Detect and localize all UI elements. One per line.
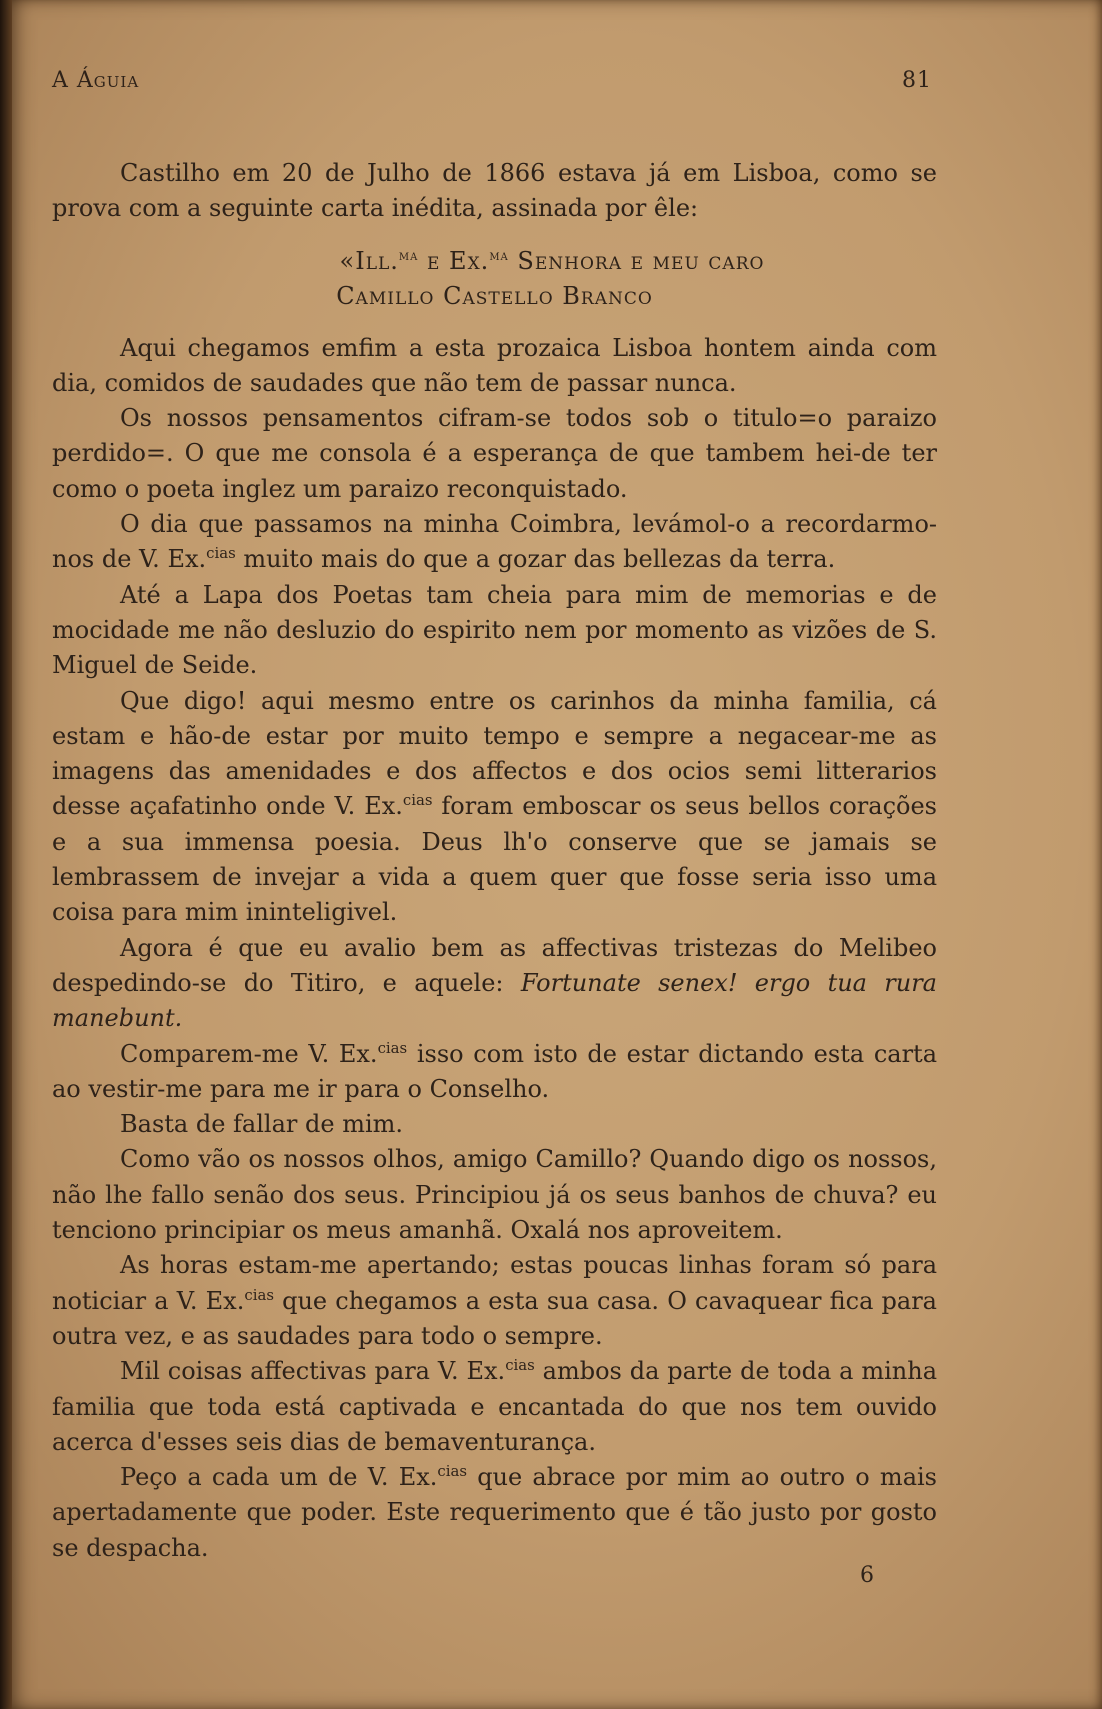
latin-quote: Fortunate senex! ergo tua rura manebunt. — [52, 968, 937, 1033]
signature-mark: 6 — [860, 1563, 874, 1588]
letter-paragraph-4: Até a Lapa dos Poetas tam cheia para mim de memorias e de mocidade me não desluzio do espirito nem por momento as vizões de S. Miguel de Seide. — [52, 580, 937, 680]
letter-paragraph-3: O dia que passamos na minha Coimbra, levámol-o a recordarmo-nos de V. Ex.$^{cias}$ muito mais do que a gozar das bellezas da terra. — [52, 510, 937, 574]
journal-title: A Águia — [52, 68, 140, 93]
letter-paragraph-9: Como vão os nossos olhos, amigo Camillo? Quando digo os nossos, não lhe fallo senão dos seus. Principiou já os seus banhos de chuva? eu tenciono principiar os meus amanhã. Oxalá nos aproveitem. — [52, 1145, 937, 1245]
salutation-line-1: «Ill.$^{ma}$ e Ex.$^{ma}$ Senhora e meu caro — [339, 245, 765, 275]
letter-paragraph-11: Mil coisas affectivas para V. Ex.$^{cias}$ ambos da parte de toda a minha familia que toda está captivada e encantada do que nos tem ouvido acerca d'esses seis dias de bemaventurança. — [52, 1356, 937, 1456]
intro-paragraph: Castilho em 20 de Julho de 1866 estava já em Lisboa, como se prova com a seguinte carta inédita, assinada por êle: — [52, 159, 937, 223]
letter-paragraph-12: Peço a cada um de V. Ex.$^{cias}$ que abrace por mim ao outro o mais apertadamente que poder. Este requerimento que é tão justo por gosto se despacha. — [52, 1462, 937, 1562]
page-body — [52, 156, 937, 1566]
letter-paragraph-10: As horas estam-me apertando; estas poucas linhas foram só para noticiar a V. Ex.$^{cias}$ que chegamos a esta sua casa. O cavaquear fica para outra vez, e as saudades para todo o sempre. — [52, 1251, 937, 1350]
letter-paragraph-6: Agora é que eu avalio bem as affectivas tristezas do Melibeo despedindo-se do Titiro, e aquele: Fortunate senex! ergo tua rura manebunt. — [52, 933, 937, 1033]
letter-paragraph-2: Os nossos pensamentos cifram-se todos sob o titulo=o paraizo perdido=. O que me consola é a esperança de que tambem hei-de ter como o poeta inglez um paraizo reconquistado. — [52, 404, 937, 503]
book-spine-shadow — [0, 0, 12, 1709]
running-head — [52, 68, 932, 102]
salutation-line-2: Camillo Castello Branco — [336, 281, 653, 310]
letter-paragraph-5: Que digo! aqui mesmo entre os carinhos da minha familia, cá estam e hão-de estar por muito tempo e sempre a negacear-me as imagens das amenidades e dos affectos e dos ocios semi litterarios desse açafatinho onde V. Ex.$^{cias}$ foram emboscar os seus bellos corações e a sua immensa poesia. Deus lh'o conserve que se jamais se lembrassem de invejar a vida a quem quer que fosse seria isso uma coisa para mim ininteligivel. — [52, 686, 938, 927]
page-number: 81 — [902, 68, 932, 93]
letter-paragraph-1: Aqui chegamos emfim a esta prozaica Lisboa hontem ainda com dia, comidos de saudades que não tem de passar nunca. — [52, 333, 937, 397]
letter-salutation — [52, 244, 937, 314]
letter-paragraph-7: Comparem-me V. Ex.$^{cias}$ isso com isto de estar dictando esta carta ao vestir-me para me ir para o Conselho. — [52, 1038, 938, 1103]
letter-paragraph-8: Basta de fallar de mim. — [120, 1110, 404, 1139]
